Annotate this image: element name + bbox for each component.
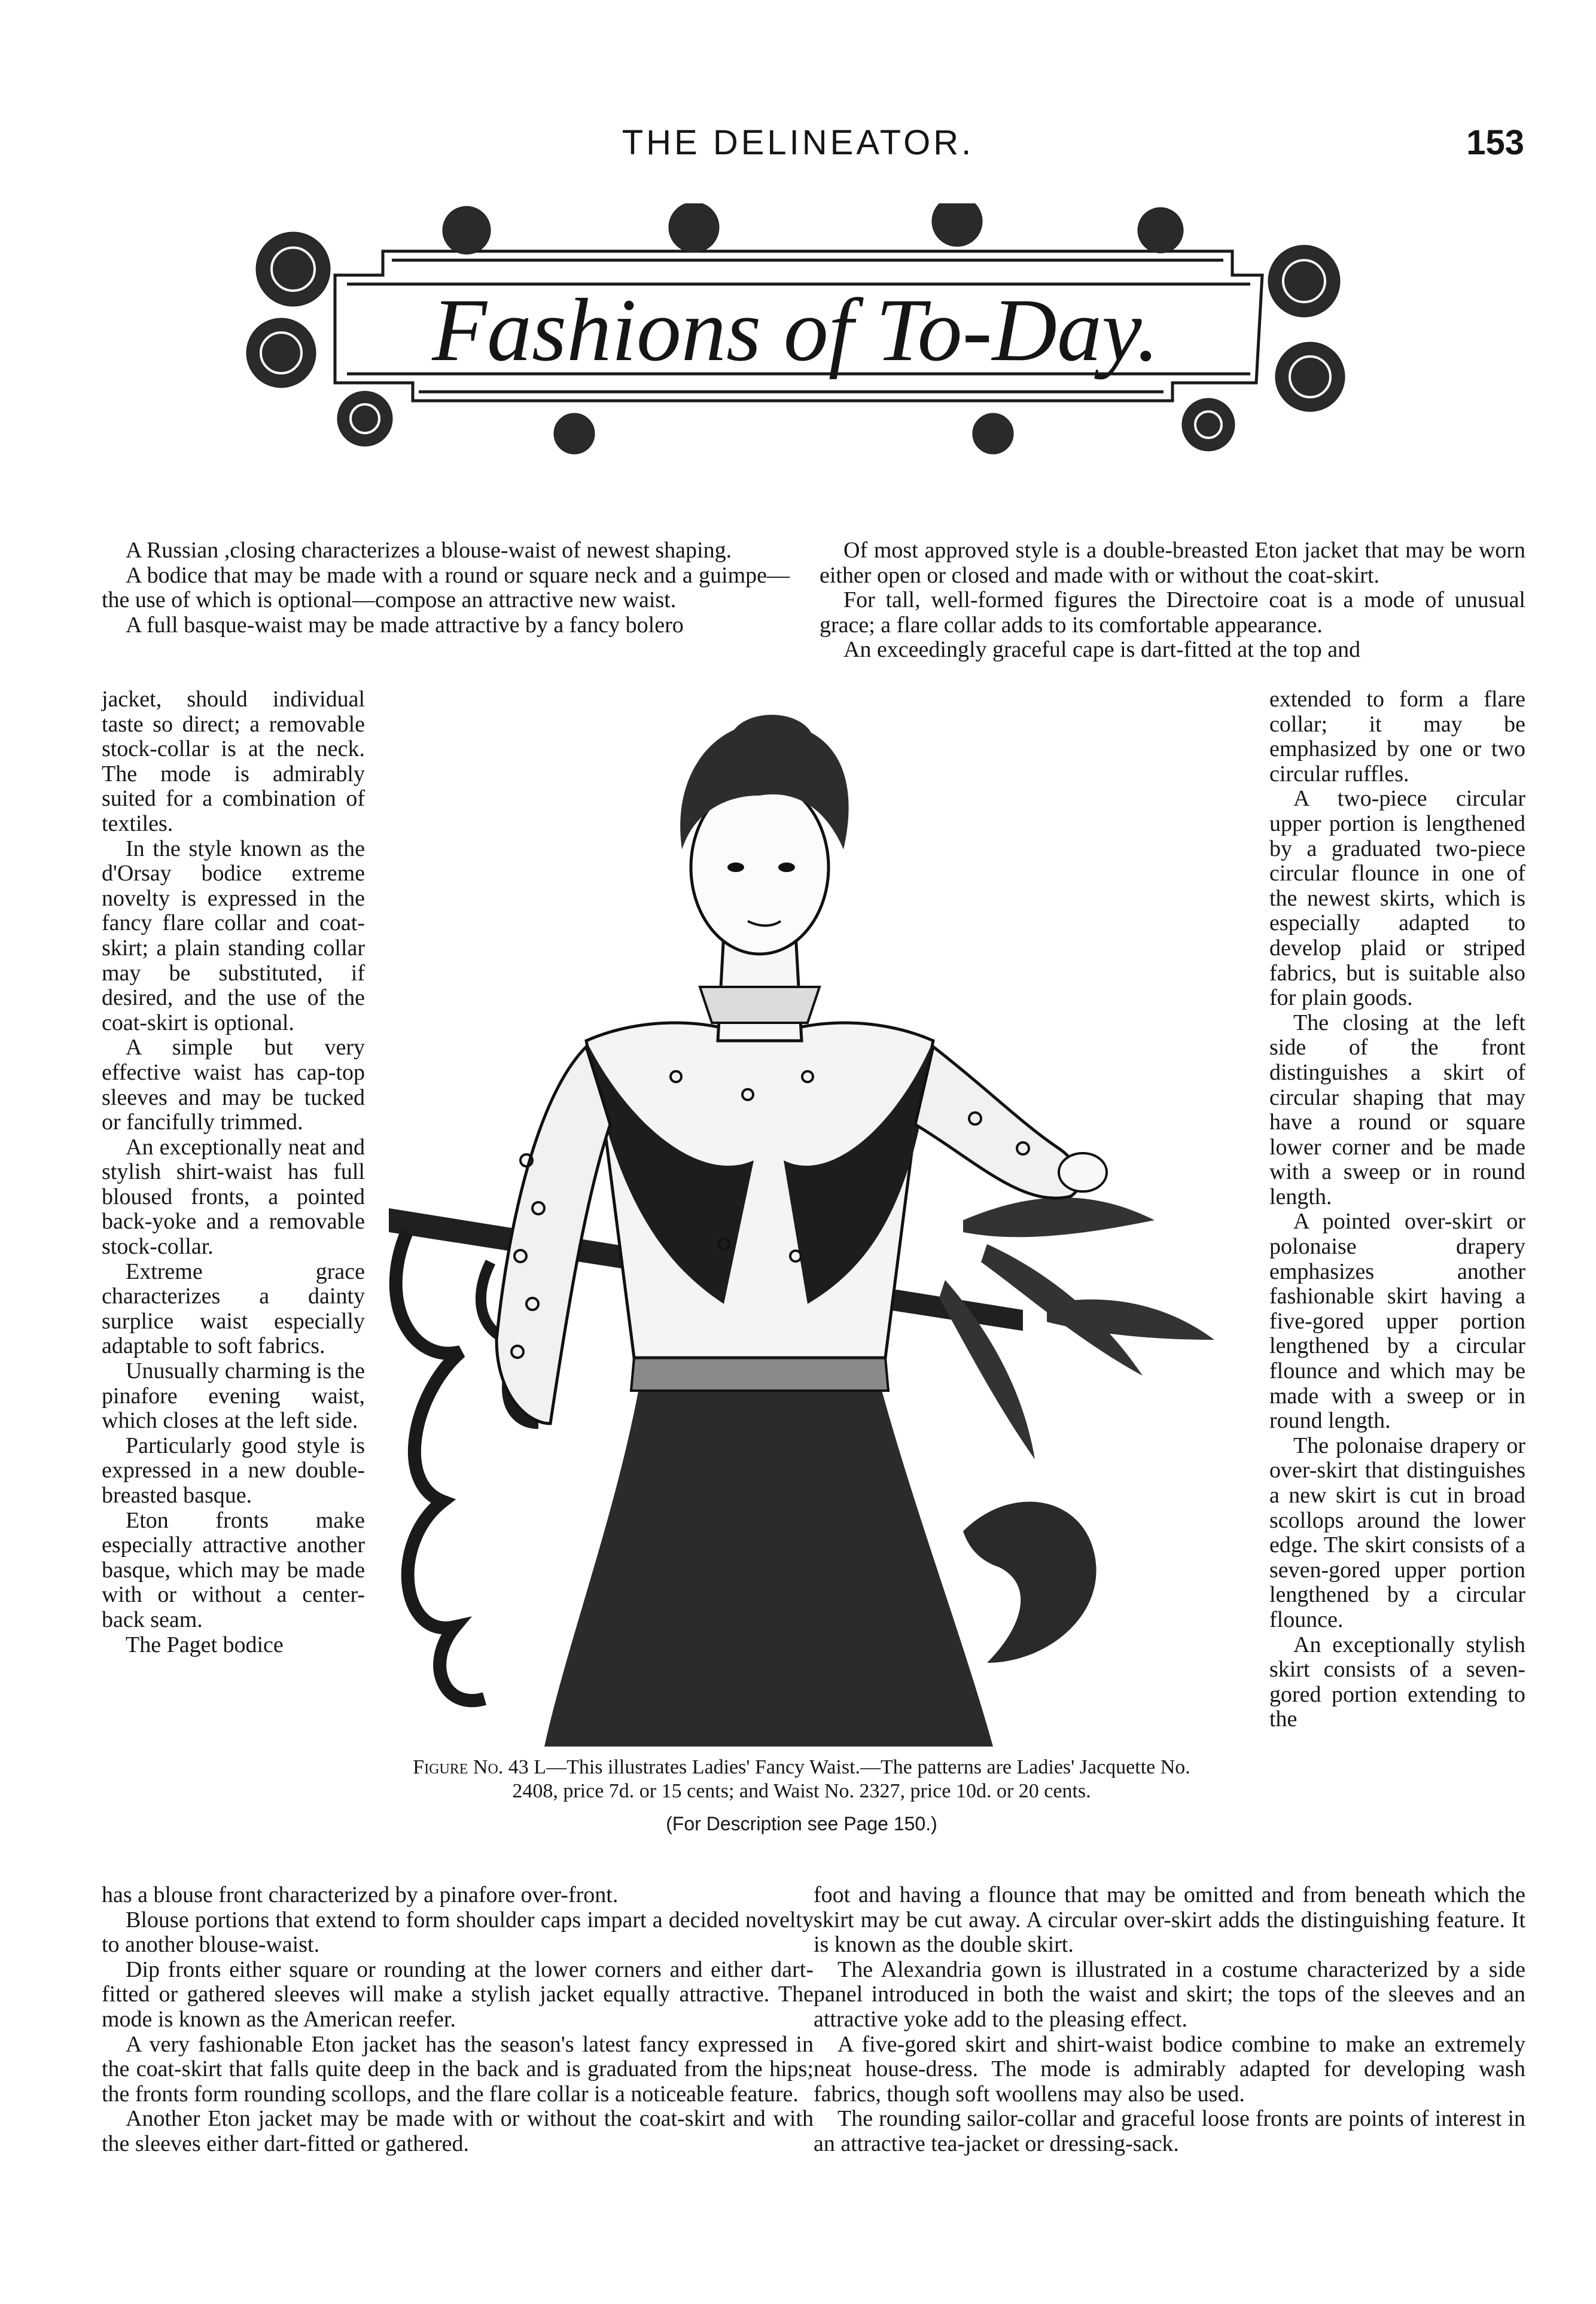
paragraph: jacket, should individual taste so direct; a removable stock-collar is at the neck. The mode is admirably suited for a combination of textiles. — [102, 687, 365, 836]
page-number: 153 — [1466, 123, 1524, 162]
paragraph: For tall, well-formed figures the Directoire coat is a mode of unusual grace; a flare collar adds to its comfortable appearance. — [820, 587, 1525, 638]
right-column-top — [820, 538, 1525, 663]
paragraph: The closing at the left side of the front distinguishes a skirt of circular shaping that may have a round or square lower corner and be made with a sweep or in round length. — [1269, 1010, 1525, 1209]
paragraph: An exceptionally neat and stylish shirt-waist has full bloused fronts, a pointed back-yoke and a removable stock-collar. — [102, 1134, 365, 1260]
left-column-narrow — [102, 687, 365, 1657]
paragraph: A two-piece circular upper portion is lengthened by a graduated two-piece circular flounce in one of the newest skirts, which is especially adapted to develop plaid or striped fabrics, but is suitable also for plain goods. — [1269, 786, 1525, 1011]
banner-title: Fashions of To-Day. — [432, 281, 1159, 380]
running-head: THE DELINEATOR. — [622, 123, 974, 162]
figure-label: Figure No. 43 L — [413, 1756, 547, 1778]
paragraph: Eton fronts make especially attractive another basque, which may be made with or without a center-back seam. — [102, 1507, 365, 1632]
paragraph: The polonaise drapery or over-skirt that distinguishes a new skirt is cut in broad scollops around the lower edge. The skirt consists of a seven-gored upper portion lengthened by a circular flounce. — [1269, 1433, 1525, 1632]
paragraph: Dip fronts either square or rounding at the lower corners and either dart-fitted or gathered sleeves will make a stylish jacket equally attractive. The mode is known as the American reefer. — [102, 1956, 814, 2032]
paragraph: Particularly good style is expressed in a new double-breasted basque. — [102, 1433, 365, 1508]
paragraph: Blouse portions that extend to form shoulder caps impart a decided novelty to another blouse-waist. — [102, 1907, 814, 1958]
paragraph: An exceedingly graceful cape is dart-fitted at the top and — [843, 637, 1361, 663]
left-column-top — [102, 538, 790, 638]
right-column-narrow — [1269, 687, 1525, 1732]
paragraph: Another Eton jacket may be made with or without the coat-skirt and with the sleeves either dart-fitted or gathered. — [102, 2106, 814, 2156]
left-column-bottom — [102, 1883, 814, 2157]
paragraph: A very fashionable Eton jacket has the season's latest fancy expressed in the coat-skirt that falls quite deep in the back and is graduated from the hips; the fronts form rounding scollops, and the flare collar is a noticeable feature. — [102, 2031, 814, 2107]
paragraph: Of most approved style is a double-breasted Eton jacket that may be worn either open or closed and made with or without the coat-skirt. — [820, 538, 1525, 588]
figure-caption — [389, 1756, 1214, 1836]
right-column-bottom — [814, 1883, 1525, 2157]
paragraph: A five-gored skirt and shirt-waist bodice combine to make an extremely neat house-dress. The mode is admirably adapted for developing wash fabrics, though soft woollens may also be used. — [814, 2031, 1525, 2107]
paragraph: foot and having a flounce that may be omitted and from beneath which the skirt may be cut away. A circular over-skirt adds the distinguishing feature. It is known as the double skirt. — [814, 1882, 1525, 1958]
paragraph: extended to form a flare collar; it may be emphasized by one or two circular ruffles. — [1269, 687, 1525, 787]
paragraph: has a blouse front characterized by a pinafore over-front. — [102, 1882, 619, 1907]
paragraph: A simple but very effective waist has cap-top sleeves and may be tucked or fancifully trimmed. — [102, 1035, 365, 1135]
paragraph: An exceptionally stylish skirt consists of a seven-gored portion extending to the — [1269, 1632, 1525, 1732]
fashion-illustration — [389, 706, 1226, 1747]
paragraph: Unusually charming is the pinafore evening waist, which closes at the left side. — [102, 1358, 365, 1434]
paragraph: A bodice that may be made with a round or square neck and a guimpe—the use of which is optional—compose an attractive new waist. — [102, 562, 790, 613]
figure-caption-text: —This illustrates Ladies' Fancy Waist.—The patterns are Ladies' Jacquette No. 2408, price 7d. or 15 cents; and Waist No. 2327, price 10d. or 20 cents. — [512, 1756, 1190, 1802]
paragraph: In the style known as the d'Orsay bodice extreme novelty is expressed in the fancy flare collar and coat-skirt; a plain standing collar may be substituted, if desired, and the use of the coat-skirt is optional. — [102, 836, 365, 1035]
paragraph: A full basque-waist may be made attractive by a fancy bolero — [126, 612, 684, 638]
paragraph: The rounding sailor-collar and graceful loose fronts are points of interest in an attractive tea-jacket or dressing-sack. — [814, 2106, 1525, 2156]
fashions-banner — [239, 203, 1352, 455]
paragraph: A pointed over-skirt or polonaise drapery emphasizes another fashionable skirt having a five-gored upper portion lengthened by a circular flounce and which may be made with a sweep or in round length. — [1269, 1209, 1525, 1434]
paragraph: The Alexandria gown is illustrated in a costume characterized by a side panel introduced in both the waist and skirt; the tops of the sleeves and an attractive yoke add to the pleasing effect. — [814, 1956, 1525, 2032]
paragraph: Extreme grace characterizes a dainty surplice waist especially adaptable to soft fabrics. — [102, 1258, 365, 1359]
paragraph: A Russian ,closing characterizes a blouse-waist of newest shaping. — [126, 538, 732, 563]
paragraph: The Paget bodice — [126, 1632, 284, 1657]
figure-reference: (For Description see Page 150.) — [666, 1813, 937, 1834]
